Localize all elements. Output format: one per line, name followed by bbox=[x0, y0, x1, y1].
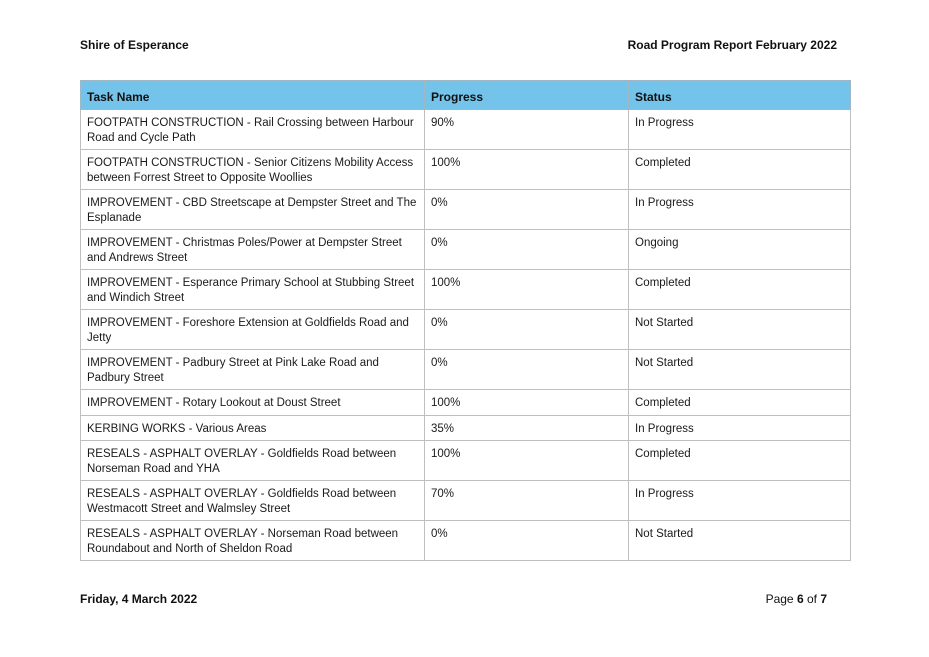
task-name-cell: IMPROVEMENT - Rotary Lookout at Doust Street bbox=[81, 390, 425, 416]
page-number bbox=[766, 592, 827, 606]
progress-cell: 0% bbox=[425, 310, 629, 350]
table-row bbox=[81, 230, 851, 270]
task-name-cell: IMPROVEMENT - CBD Streetscape at Dempster Street and The Esplanade bbox=[81, 190, 425, 230]
table-row bbox=[81, 521, 851, 561]
table-row bbox=[81, 390, 851, 416]
status-cell: In Progress bbox=[629, 190, 851, 230]
column-header-progress: Progress bbox=[425, 81, 629, 110]
page-total: 7 bbox=[820, 592, 827, 606]
status-cell: In Progress bbox=[629, 415, 851, 441]
task-name-cell: IMPROVEMENT - Padbury Street at Pink Lake Road and Padbury Street bbox=[81, 350, 425, 390]
table-header-row bbox=[81, 81, 851, 110]
task-name-cell: IMPROVEMENT - Christmas Poles/Power at Dempster Street and Andrews Street bbox=[81, 230, 425, 270]
table-row bbox=[81, 310, 851, 350]
page-of-label: of bbox=[803, 592, 821, 606]
column-header-status: Status bbox=[629, 81, 851, 110]
task-name-cell: RESEALS - ASPHALT OVERLAY - Goldfields Road between Norseman Road and YHA bbox=[81, 441, 425, 481]
task-name-cell: IMPROVEMENT - Esperance Primary School at Stubbing Street and Windich Street bbox=[81, 270, 425, 310]
table-row bbox=[81, 415, 851, 441]
task-name-cell: RESEALS - ASPHALT OVERLAY - Norseman Road between Roundabout and North of Sheldon Road bbox=[81, 521, 425, 561]
road-program-table bbox=[80, 80, 851, 561]
status-cell: Not Started bbox=[629, 310, 851, 350]
status-cell: Completed bbox=[629, 390, 851, 416]
task-name-cell: IMPROVEMENT - Foreshore Extension at Goldfields Road and Jetty bbox=[81, 310, 425, 350]
page-current: 6 bbox=[796, 592, 804, 606]
progress-cell: 0% bbox=[425, 350, 629, 390]
progress-cell: 0% bbox=[425, 190, 629, 230]
table-row bbox=[81, 110, 851, 150]
progress-cell: 0% bbox=[425, 521, 629, 561]
status-cell: Not Started bbox=[629, 350, 851, 390]
table-row bbox=[81, 150, 851, 190]
progress-cell: 35% bbox=[425, 415, 629, 441]
table-row bbox=[81, 270, 851, 310]
status-cell: Completed bbox=[629, 270, 851, 310]
status-cell: Completed bbox=[629, 150, 851, 190]
progress-cell: 90% bbox=[425, 110, 629, 150]
progress-cell: 100% bbox=[425, 441, 629, 481]
status-cell: In Progress bbox=[629, 110, 851, 150]
progress-cell: 0% bbox=[425, 230, 629, 270]
report-date: Friday, 4 March 2022 bbox=[80, 592, 198, 606]
status-cell: In Progress bbox=[629, 481, 851, 521]
task-name-cell: KERBING WORKS - Various Areas bbox=[81, 415, 425, 441]
report-title: Road Program Report February 2022 bbox=[627, 38, 837, 52]
progress-cell: 100% bbox=[425, 390, 629, 416]
status-cell: Completed bbox=[629, 441, 851, 481]
table-row bbox=[81, 441, 851, 481]
organisation-name: Shire of Esperance bbox=[80, 38, 189, 52]
progress-cell: 100% bbox=[425, 150, 629, 190]
table-row bbox=[81, 190, 851, 230]
task-name-cell: FOOTPATH CONSTRUCTION - Senior Citizens Mobility Access between Forrest Street to Opposite Woollies bbox=[81, 150, 425, 190]
progress-cell: 70% bbox=[425, 481, 629, 521]
table-row bbox=[81, 481, 851, 521]
task-name-cell: RESEALS - ASPHALT OVERLAY - Goldfields Road between Westmacott Street and Walmsley Street bbox=[81, 481, 425, 521]
progress-cell: 100% bbox=[425, 270, 629, 310]
column-header-task-name: Task Name bbox=[81, 81, 425, 110]
page-label: Page bbox=[765, 592, 797, 606]
status-cell: Not Started bbox=[629, 521, 851, 561]
status-cell: Ongoing bbox=[629, 230, 851, 270]
task-name-cell: FOOTPATH CONSTRUCTION - Rail Crossing between Harbour Road and Cycle Path bbox=[81, 110, 425, 150]
table-row bbox=[81, 350, 851, 390]
